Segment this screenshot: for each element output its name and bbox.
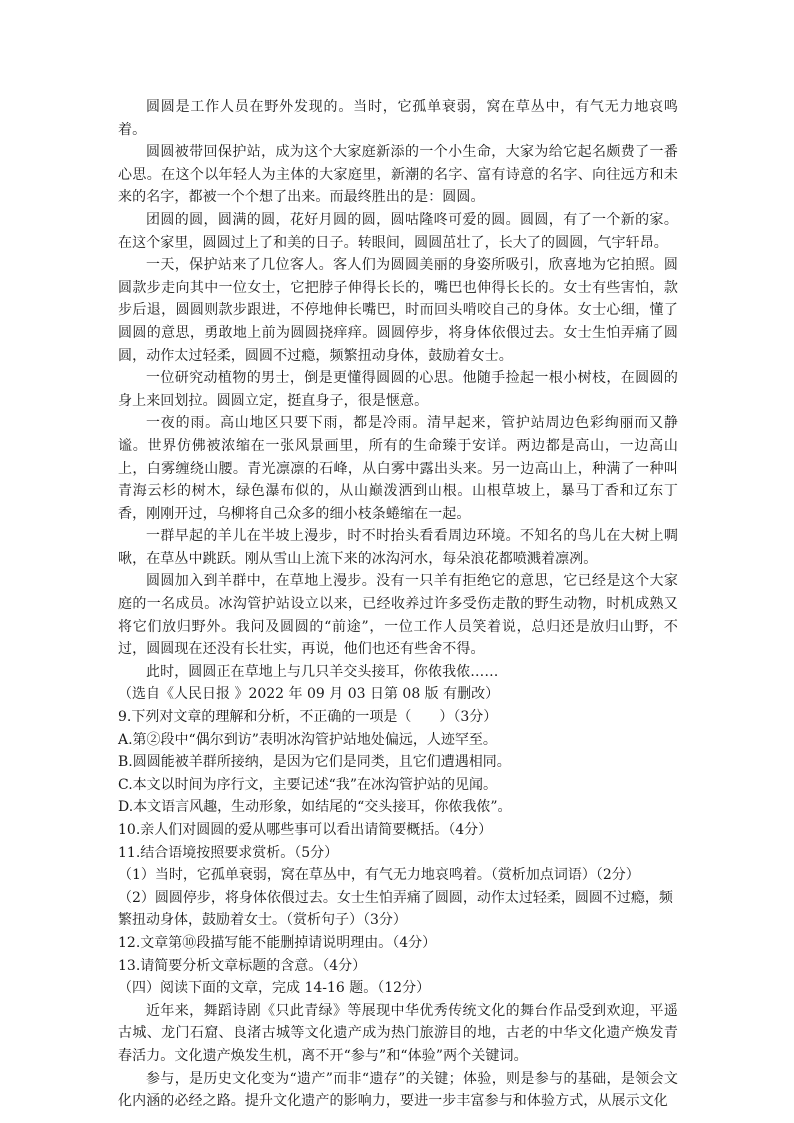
option-d: D.本文语言风趣，生动形象，如结尾的“交头接耳，你侬我侬”。 — [118, 799, 512, 816]
question-12: 12.文章第⑩段描写能不能删掉请说明理由。（4分） — [118, 934, 437, 951]
document-page — [118, 96, 678, 1113]
paragraph-3: 团圆的圆，圆满的圆，花好月圆的圆，圆咕隆咚可爱的圆。圆圆，有了一个新的家。在这个家里，圆圆过上了和美的日子。转眼间，圆圆茁壮了，长大了的圆圆，气宇轩昂。 — [118, 211, 678, 251]
question-11: 11.结合语境按照要求赏析。（5分） — [118, 844, 339, 861]
paragraph-7: 一群早起的羊儿在半坡上漫步，时不时抬头看看周边环境。不知名的鸟儿在大树上啁啾，在草丛中跳跃。刚从雪山上流下来的冰沟河水，每朵浪花都喷溅着凛冽。 — [118, 528, 678, 567]
question-11-part-1: （1）当时，它孤单衰弱，窝在草丛中，有气无力地哀鸣着。（赏析加点词语）（2分） — [118, 867, 640, 884]
paragraph-2: 圆圆被带回保护站，成为这个大家庭新添的一个小生命，大家为给它起名颇费了一番心思。在这个以年轻人为主体的大家庭里，新潮的名字、富有诗意的名字、向往远方和未来的名字，都被一个个想了出来。而最终胜出的是：圆圆。 — [118, 144, 678, 206]
question-13: 13.请简要分析文章标题的含意。（4分） — [118, 957, 367, 974]
paragraph-4: 一天，保护站来了几位客人。客人们为圆圆美丽的身姿所吸引，欣喜地为它拍照。圆圆款步走向其中一位女士，它把脖子伸得长长的，嘴巴也伸得长长的。女士有些害怕，款步后退，圆圆则款步跟进，不停地伸长嘴巴，时而回头啃咬自己的身体。女士心细，懂了圆圆的意思，勇敢地上前为圆圆挠痒痒。圆圆停步，将身体依偎过去。女士生怕弄痛了圆圆，动作太过轻柔，圆圆不过瘾，频繁扭动身体，鼓励着女士。 — [118, 257, 678, 364]
paragraph-6: 一夜的雨。高山地区只要下雨，都是冷雨。清早起来，管护站周边色彩绚丽而又静谧。世界仿佛被浓缩在一张风景画里，所有的生命臻于安详。两边都是高山，一边高山上，白雾缠绕山腰。青光凛凛的石峰，从白雾中露出头来。另一边高山上，种满了一种叫青海云杉的树木，绿色瀑布似的，从山巅泼洒到山根。山根草坡上，暴马丁香和辽东丁香，刚刚开过，乌柳将自己众多的细小枝条蜷缩在一起。 — [118, 415, 678, 522]
option-c: C.本文以时间为序行文，主要记述“我”在冰沟管护站的见闻。 — [118, 776, 497, 793]
paragraph-8: 圆圆加入到羊群中，在草地上漫步。没有一只羊有拒绝它的意思，它已经是这个大家庭的一名成员。冰沟管护站设立以来，已经收养过许多受伤走散的野生动物，时机成熟又将它们放归野外。我问及圆圆的“前途”，一位工作人员笑着说，总归还是放归山野，不过，圆圆现在还没有长壮实，再说，他们也还有些舍不得。 — [118, 573, 678, 658]
article-paragraph-2: 参与，是历史文化变为“遗产”而非“遗存”的关键；体验，则是参与的基础，是领会文化内涵的必经之路。提升文化遗产的影响力，要进一步丰富参与和体验方式，从展示文化 — [118, 1070, 678, 1110]
option-b: B.圆圆能被羊群所接纳，是因为它们是同类，且它们遭遇相同。 — [118, 754, 511, 771]
section-4-heading: （四）阅读下面的文章，完成 14-16 题。（12分） — [118, 980, 431, 997]
article-paragraph-1: 近年来，舞蹈诗剧《只此青绿》等展现中华优秀传统文化的舞台作品受到欢迎，平遥古城、龙门石窟、良渚古城等文化遗产成为热门旅游目的地，古老的中华文化遗产焕发青春活力。文化遗产焕发生机，离不开“参与”和“体验”两个关键词。 — [118, 1002, 678, 1064]
option-a: A.第②段中“偶尔到访”表明冰沟管护站地处偏远，人迹罕至。 — [118, 731, 497, 748]
paragraph-1: 圆圆是工作人员在野外发现的。当时，它孤单衰弱，窝在草丛中，有气无力地哀鸣着。 — [118, 99, 678, 138]
question-9: 9.下列对文章的理解和分析，不正确的一项是（ ）（3分） — [118, 709, 498, 726]
question-10: 10.亲人们对圆圆的爱从哪些事可以看出请简要概括。（4分） — [118, 822, 493, 838]
question-11-part-2: （2）圆圆停步，将身体依偎过去。女士生怕弄痛了圆圆，动作太过轻柔，圆圆不过瘾，频繁扭动身体，鼓励着女士。（赏析句子）（3分） — [118, 889, 673, 929]
source-note: （选自《人民日报 》2022 年 09 月 03 日第 08 版 有删改） — [118, 686, 500, 703]
paragraph-5: 一位研究动植物的男士，倒是更懂得圆圆的心思。他随手捡起一根小树枝，在圆圆的身上来回划拉。圆圆立定，挺直身子，很是惬意。 — [118, 370, 678, 409]
paragraph-9: 此时，圆圆正在草地上与几只羊交头接耳，你侬我侬…… — [146, 663, 499, 680]
